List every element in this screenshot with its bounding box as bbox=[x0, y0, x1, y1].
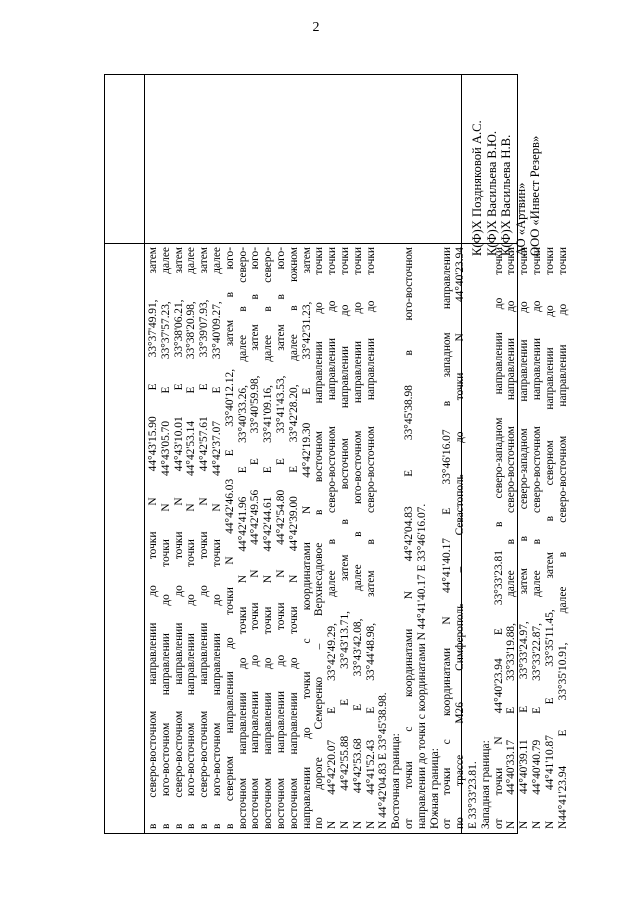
boundary-text-line: восточном направлении до точки N 44°42'49.56 E 33°40'59.98, затем в юго- bbox=[249, 247, 262, 829]
table-border-left bbox=[104, 74, 105, 834]
page-number: 2 bbox=[312, 20, 320, 35]
boundary-text-line: от точки N 44°40'23.94 E 33°33'23.81 в северо-западном направлении до точки bbox=[492, 247, 505, 829]
boundary-text-line: N 44°42'55.88 E 33°43'13.71, затем в восточном направлении до точки bbox=[338, 247, 351, 829]
boundary-text-line: N 44°40'40.79 E 33°33'22.87, далее в северо-восточном направлении до точки bbox=[530, 247, 543, 829]
boundary-text-line: N 44°40'39.11 E 33°33'24.97, затем в северо-западном направлении до точки bbox=[518, 247, 531, 829]
boundary-text-line: в юго-восточном направлении до точки N 44°43'05.70 E 33°37'57.23, далее bbox=[159, 247, 172, 829]
boundary-text-line: в юго-восточном направлении до точки N 44°42'53.14 E 33°38'20.98, далее bbox=[185, 247, 198, 829]
boundary-text-line: Южная граница: bbox=[428, 748, 441, 829]
landowner-name: ООО «Инвест Резерв» bbox=[528, 135, 543, 256]
boundary-text-line: N 44°41'52.43 E 33°44'48.98, затем в северо-восточном направлении до точки bbox=[364, 247, 377, 829]
boundary-text-line: восточном направлении до точки N 44°42'54.80 E 33°41'43.53, затем в юго- bbox=[274, 247, 287, 829]
boundary-text-line: N44°41'23.94 E 33°35'10.91, далее в северо-восточном направлении до точки bbox=[556, 247, 569, 829]
boundary-text-line: N 44°42'04.83 E 33°45'38.98. bbox=[377, 692, 390, 829]
landowner-name: К(Ф)Х Васильева Н.В. bbox=[499, 134, 514, 256]
boundary-text-line: направлении до точки с координатами N 44°42'19.30 E 33°42'31.23, затем bbox=[300, 247, 313, 829]
landowner-name: К(Ф)Х Васильева В.Ю. bbox=[484, 130, 499, 256]
boundary-text-line: восточном направлении до точки N 44°42'44.61 E 33°41'09.16, далее в северо- bbox=[262, 247, 275, 829]
table-border-top bbox=[104, 74, 518, 75]
boundary-text-line: восточном направлении до точки N 44°42'39.00 E 33°42'28.20, далее в южном bbox=[287, 247, 300, 829]
boundary-text-line: направлении до точки с координатами N 44°41'40.17 E 33°46'16.07. bbox=[415, 503, 428, 829]
boundary-text-line: по трассе М26 Симферополь – Севастополь до точки N 44°40'23.94 bbox=[454, 247, 467, 829]
boundary-text-line: от точки с координатами N 44°41'40.17 E 33°46'16.07 в западном направлении bbox=[441, 247, 454, 829]
boundary-text-line: Западная граница: bbox=[479, 740, 492, 829]
landowner-name: АО «Артвин» bbox=[513, 182, 528, 256]
boundary-text-line: N 44°42'20.07 E 33°42'49.29, далее в северо-восточном направлении до точки bbox=[326, 247, 339, 829]
boundary-text-line: E 33°33'23.81. bbox=[466, 761, 479, 829]
boundary-text-line: N 44°41'10.87 E 33°35'11.45, затем в северном направлении до точки bbox=[543, 247, 556, 829]
boundary-text-line: в северо-восточном направлении до точки N 44°43'15.90 E 33°37'49.91, затем bbox=[147, 247, 159, 829]
boundary-text-line: Восточная граница: bbox=[390, 733, 403, 829]
boundary-text-line: в северном направлении до точки N 44°42'46.03 E 33°40'12.12, затем в юго- bbox=[223, 247, 236, 829]
boundary-text-line: в северо-восточном направлении до точки N 44°43'10.01 E 33°38'06.21, затем bbox=[172, 247, 185, 829]
boundary-text-line: по дороге Семеренко – Верхнесадовое в восточном направлении до точки bbox=[313, 247, 326, 829]
boundary-text-line: восточном направлении до точки N 44°42'41.96 E 33°40'33.26, далее в северо- bbox=[236, 247, 249, 829]
boundary-text-line: в юго-восточном направлении до точки N 44°42'37.07 E 33°40'09.27, далее bbox=[210, 247, 223, 829]
boundary-text-line: от точки с координатами N 44°42'04.83 E 33°45'38.98 в юго-восточном bbox=[402, 247, 415, 829]
boundary-text-line: в северо-восточном направлении до точки N 44°42'57.61 E 33°39'07.93, затем bbox=[198, 247, 211, 829]
boundary-text-line: N 44°40'33.17 E 33°33'19.88, далее в северо-восточном направлении до точки bbox=[505, 247, 518, 829]
landowner-name: К(Ф)Х Поздняковой А.С. bbox=[470, 120, 484, 256]
boundary-description-cell bbox=[145, 243, 569, 833]
boundary-text-line: N 44°42'53.68 E 33°43'42.08, далее в юго-восточном направлении до точки bbox=[351, 247, 364, 829]
landowners-cell bbox=[466, 72, 543, 262]
table-border-bottom bbox=[104, 833, 518, 834]
